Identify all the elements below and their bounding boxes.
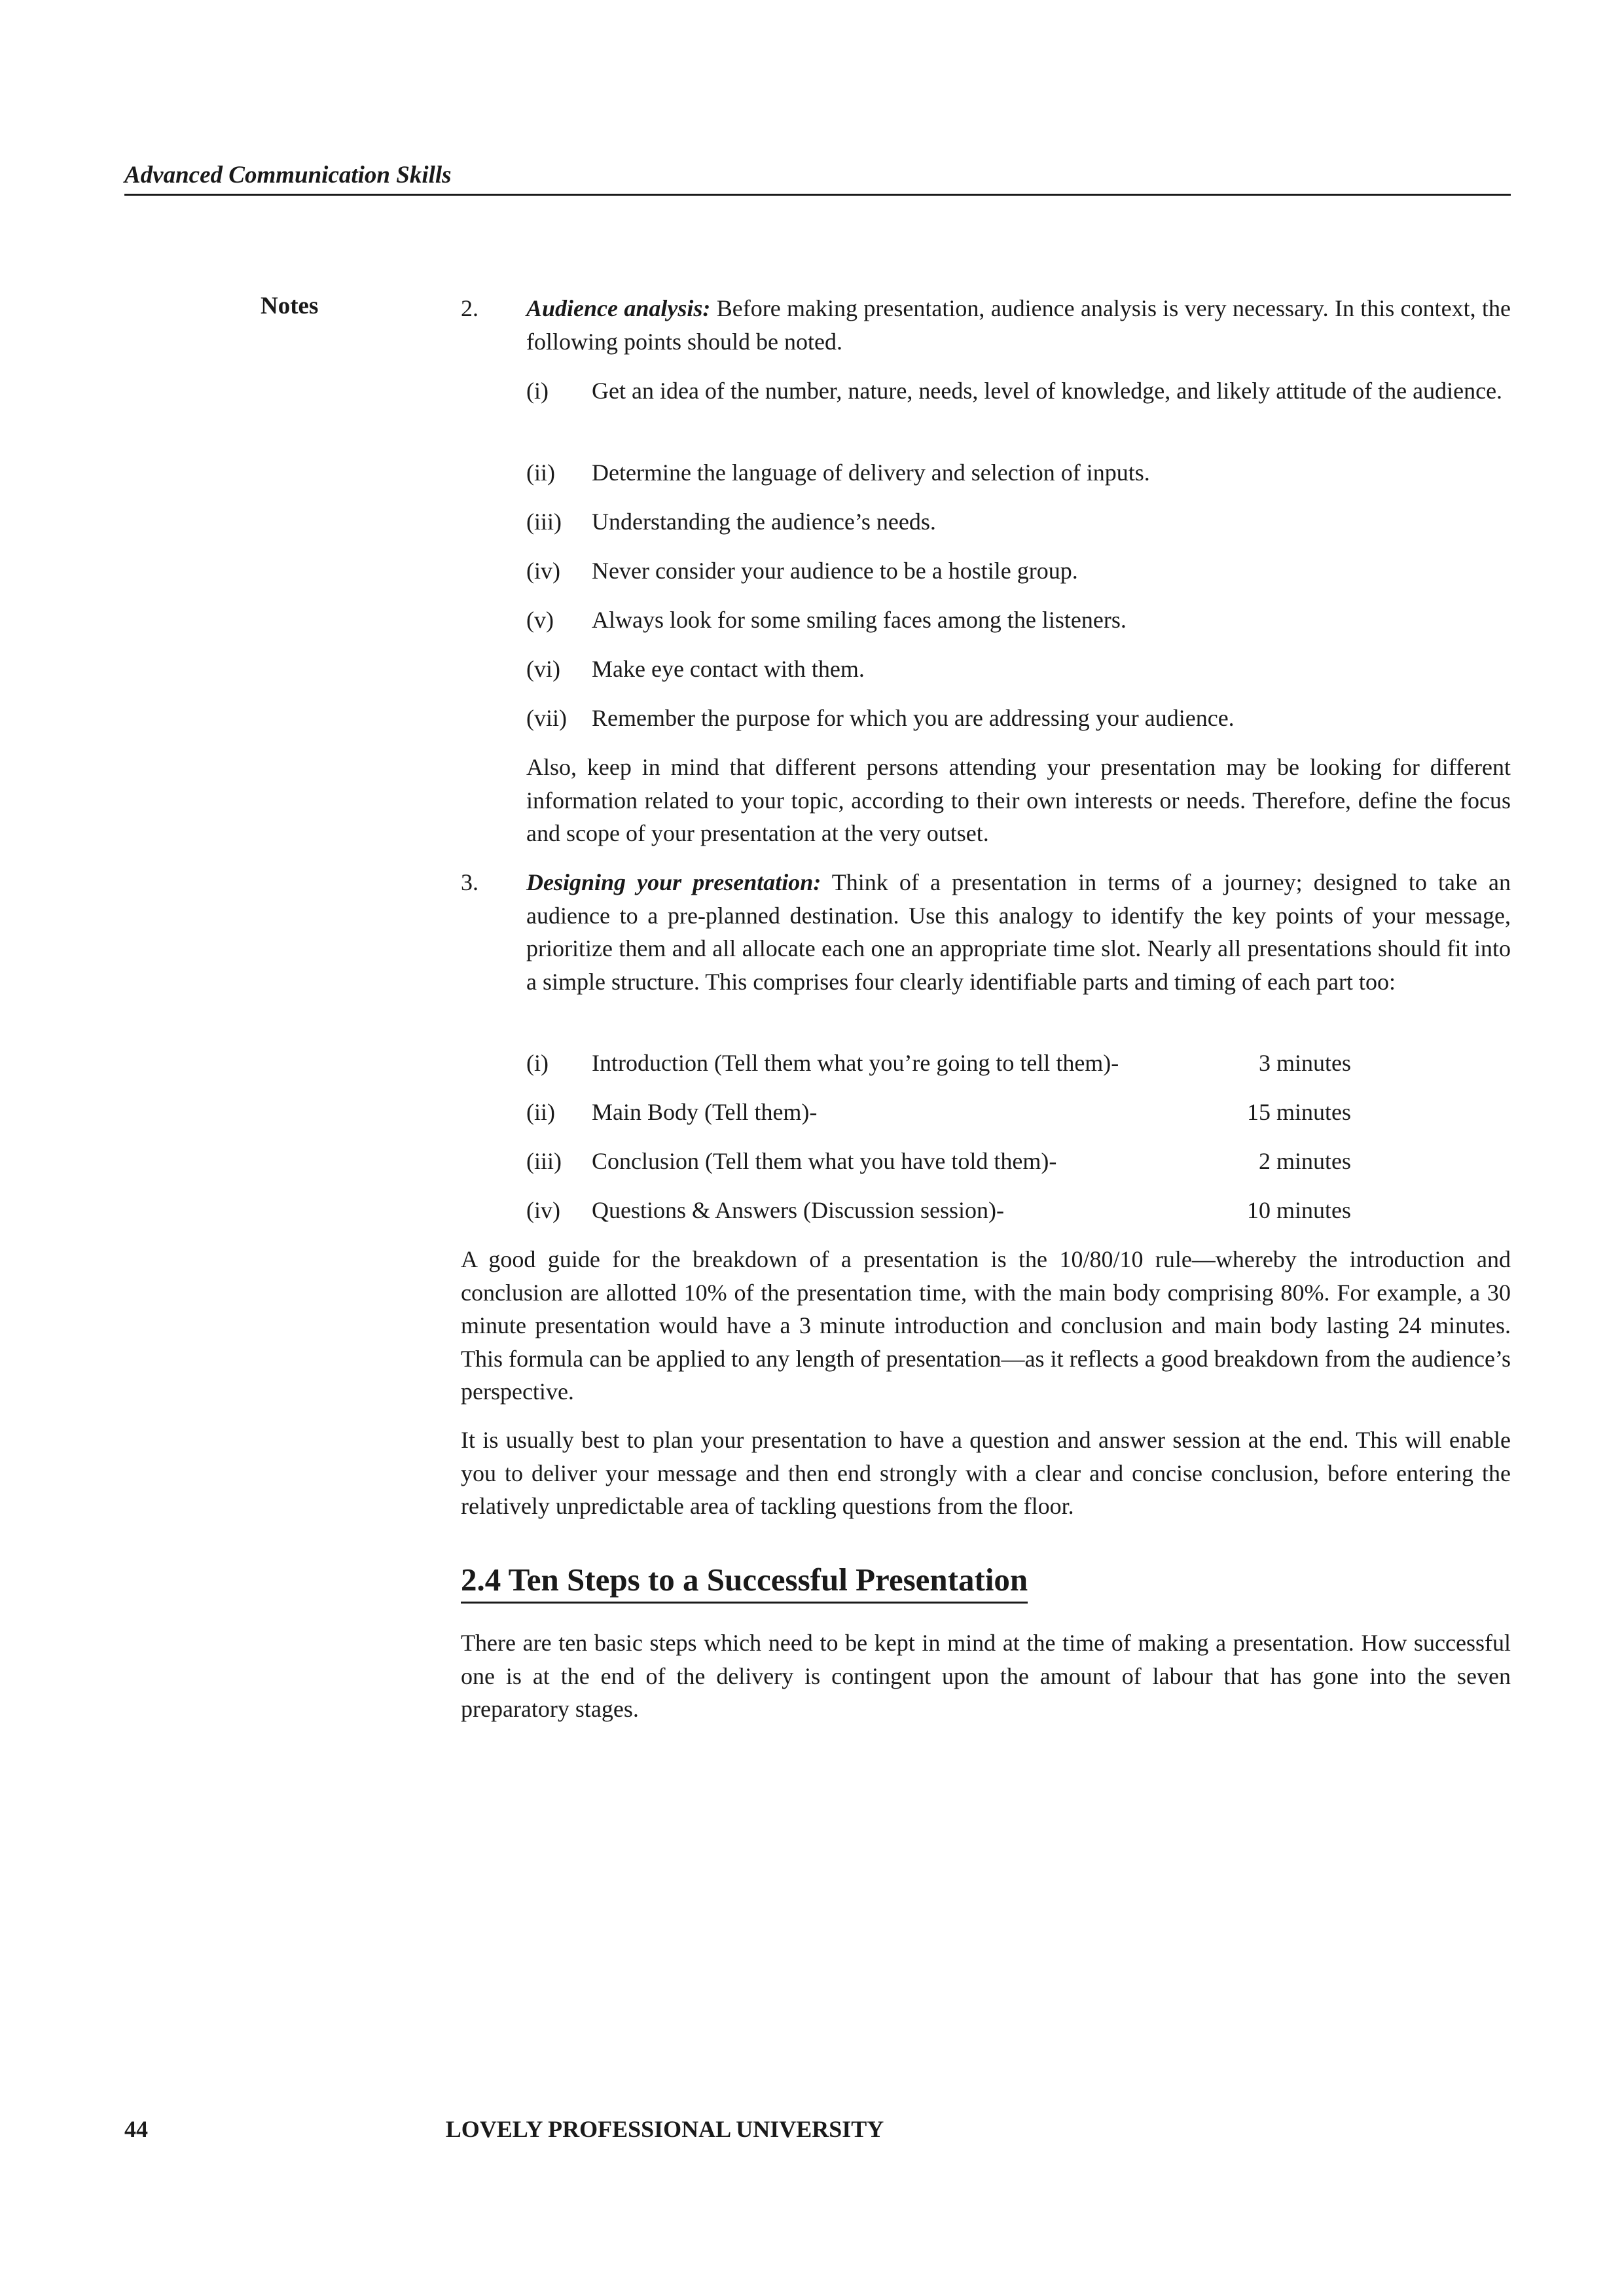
item-number: 2. (461, 295, 478, 321)
notes-margin-label: Notes (261, 293, 319, 319)
timing-label: Questions & Answers (Discussion session)- (592, 1197, 1004, 1223)
subitem-text: Get an idea of the number, nature, needs, level of knowledge, and likely attitude of the audience. (592, 378, 1503, 404)
subitem-number: (vii) (526, 705, 567, 731)
timing-number: (ii) (526, 1099, 555, 1125)
subitem-text: Never consider your audience to be a hostile group. (592, 558, 1078, 584)
timing-label: Introduction (Tell them what you’re going to tell them)- (592, 1050, 1119, 1076)
body-paragraph: It is usually best to plan your presentation to have a question and answer session at the end. This will enable you to deliver your message and then end strongly with a clear and concise conclusion, before entering the relatively unpredictable area of tackling questions from the floor. (461, 1427, 1511, 1519)
subitem-number: (i) (526, 378, 549, 404)
body-paragraph: A good guide for the breakdown of a presentation is the 10/80/10 rule—whereby the introduction and conclusion are allotted 10% of the presentation time, with the main body comprising 80%. For example, a 30 minute presentation would have a 3 minute introduction and conclusion and main body lasting 24 minutes. This formula can be applied to any length of presentation—as it reflects a good breakdown from the audience’s perspective. (461, 1246, 1511, 1405)
item-body: Before making presentation, audience analysis is very necessary. In this context, the following points should be noted. (526, 295, 1511, 355)
section-paragraph: There are ten basic steps which need to be kept in mind at the time of making a presentation. How successful one is at the end of the delivery is contingent upon the amount of labour that has gone into the seven preparatory stages. (461, 1630, 1511, 1722)
item-closing-paragraph: Also, keep in mind that different persons attending your presentation may be looking for different information related to your topic, according to their own interests or needs. Therefore, define the focus and scope of your presentation at the very outset. (526, 754, 1511, 846)
page-number: 44 (124, 2116, 148, 2142)
timing-duration: 15 minutes (1247, 1099, 1351, 1125)
footer-publisher (0, 2115, 1624, 2143)
subitem-number: (ii) (526, 459, 555, 486)
subitem-number: (v) (526, 607, 554, 633)
header-rule (124, 194, 1511, 196)
running-header: Advanced Communication Skills (124, 162, 452, 188)
subitem-text: Remember the purpose for which you are addressing your audience. (592, 705, 1235, 731)
subitem-text: Understanding the audience’s needs. (592, 509, 936, 535)
subitem-number: (vi) (526, 656, 560, 682)
item-paragraph (526, 866, 1511, 998)
subitem-text: Always look for some smiling faces among the listeners. (592, 607, 1127, 633)
item-body: Think of a presentation in terms of a journey; designed to take an audience to a pre-planned destination. Use this analogy to identify the key points of your message, prioritize them and all allocate each one an appropriate time slot. Nearly all presentations should fit into a simple structure. This comprises four clearly identifiable parts and timing of each part too: (526, 869, 1511, 995)
item-number: 3. (461, 869, 478, 895)
timing-number: (iii) (526, 1148, 562, 1174)
timing-duration: 10 minutes (1247, 1197, 1351, 1223)
timing-duration: 3 minutes (1259, 1050, 1351, 1076)
timing-number: (i) (526, 1050, 549, 1076)
footer-publisher-text: LOVELY PROFESSIONAL UNIVERSITY (445, 2116, 884, 2142)
subitem-number: (iv) (526, 558, 560, 584)
subitem-number: (iii) (526, 509, 562, 535)
timing-label: Main Body (Tell them)- (592, 1099, 818, 1125)
timing-duration: 2 minutes (1259, 1148, 1351, 1174)
timing-number: (iv) (526, 1197, 560, 1223)
subitem-text: Determine the language of delivery and selection of inputs. (592, 459, 1150, 486)
item-lead: Designing your presentation: (526, 869, 821, 895)
timing-label: Conclusion (Tell them what you have told them)- (592, 1148, 1057, 1174)
subitem-text: Make eye contact with them. (592, 656, 865, 682)
item-paragraph (526, 292, 1511, 358)
item-lead: Audience analysis: (526, 295, 711, 321)
section-heading: 2.4 Ten Steps to a Successful Presentation (461, 1560, 1028, 1604)
